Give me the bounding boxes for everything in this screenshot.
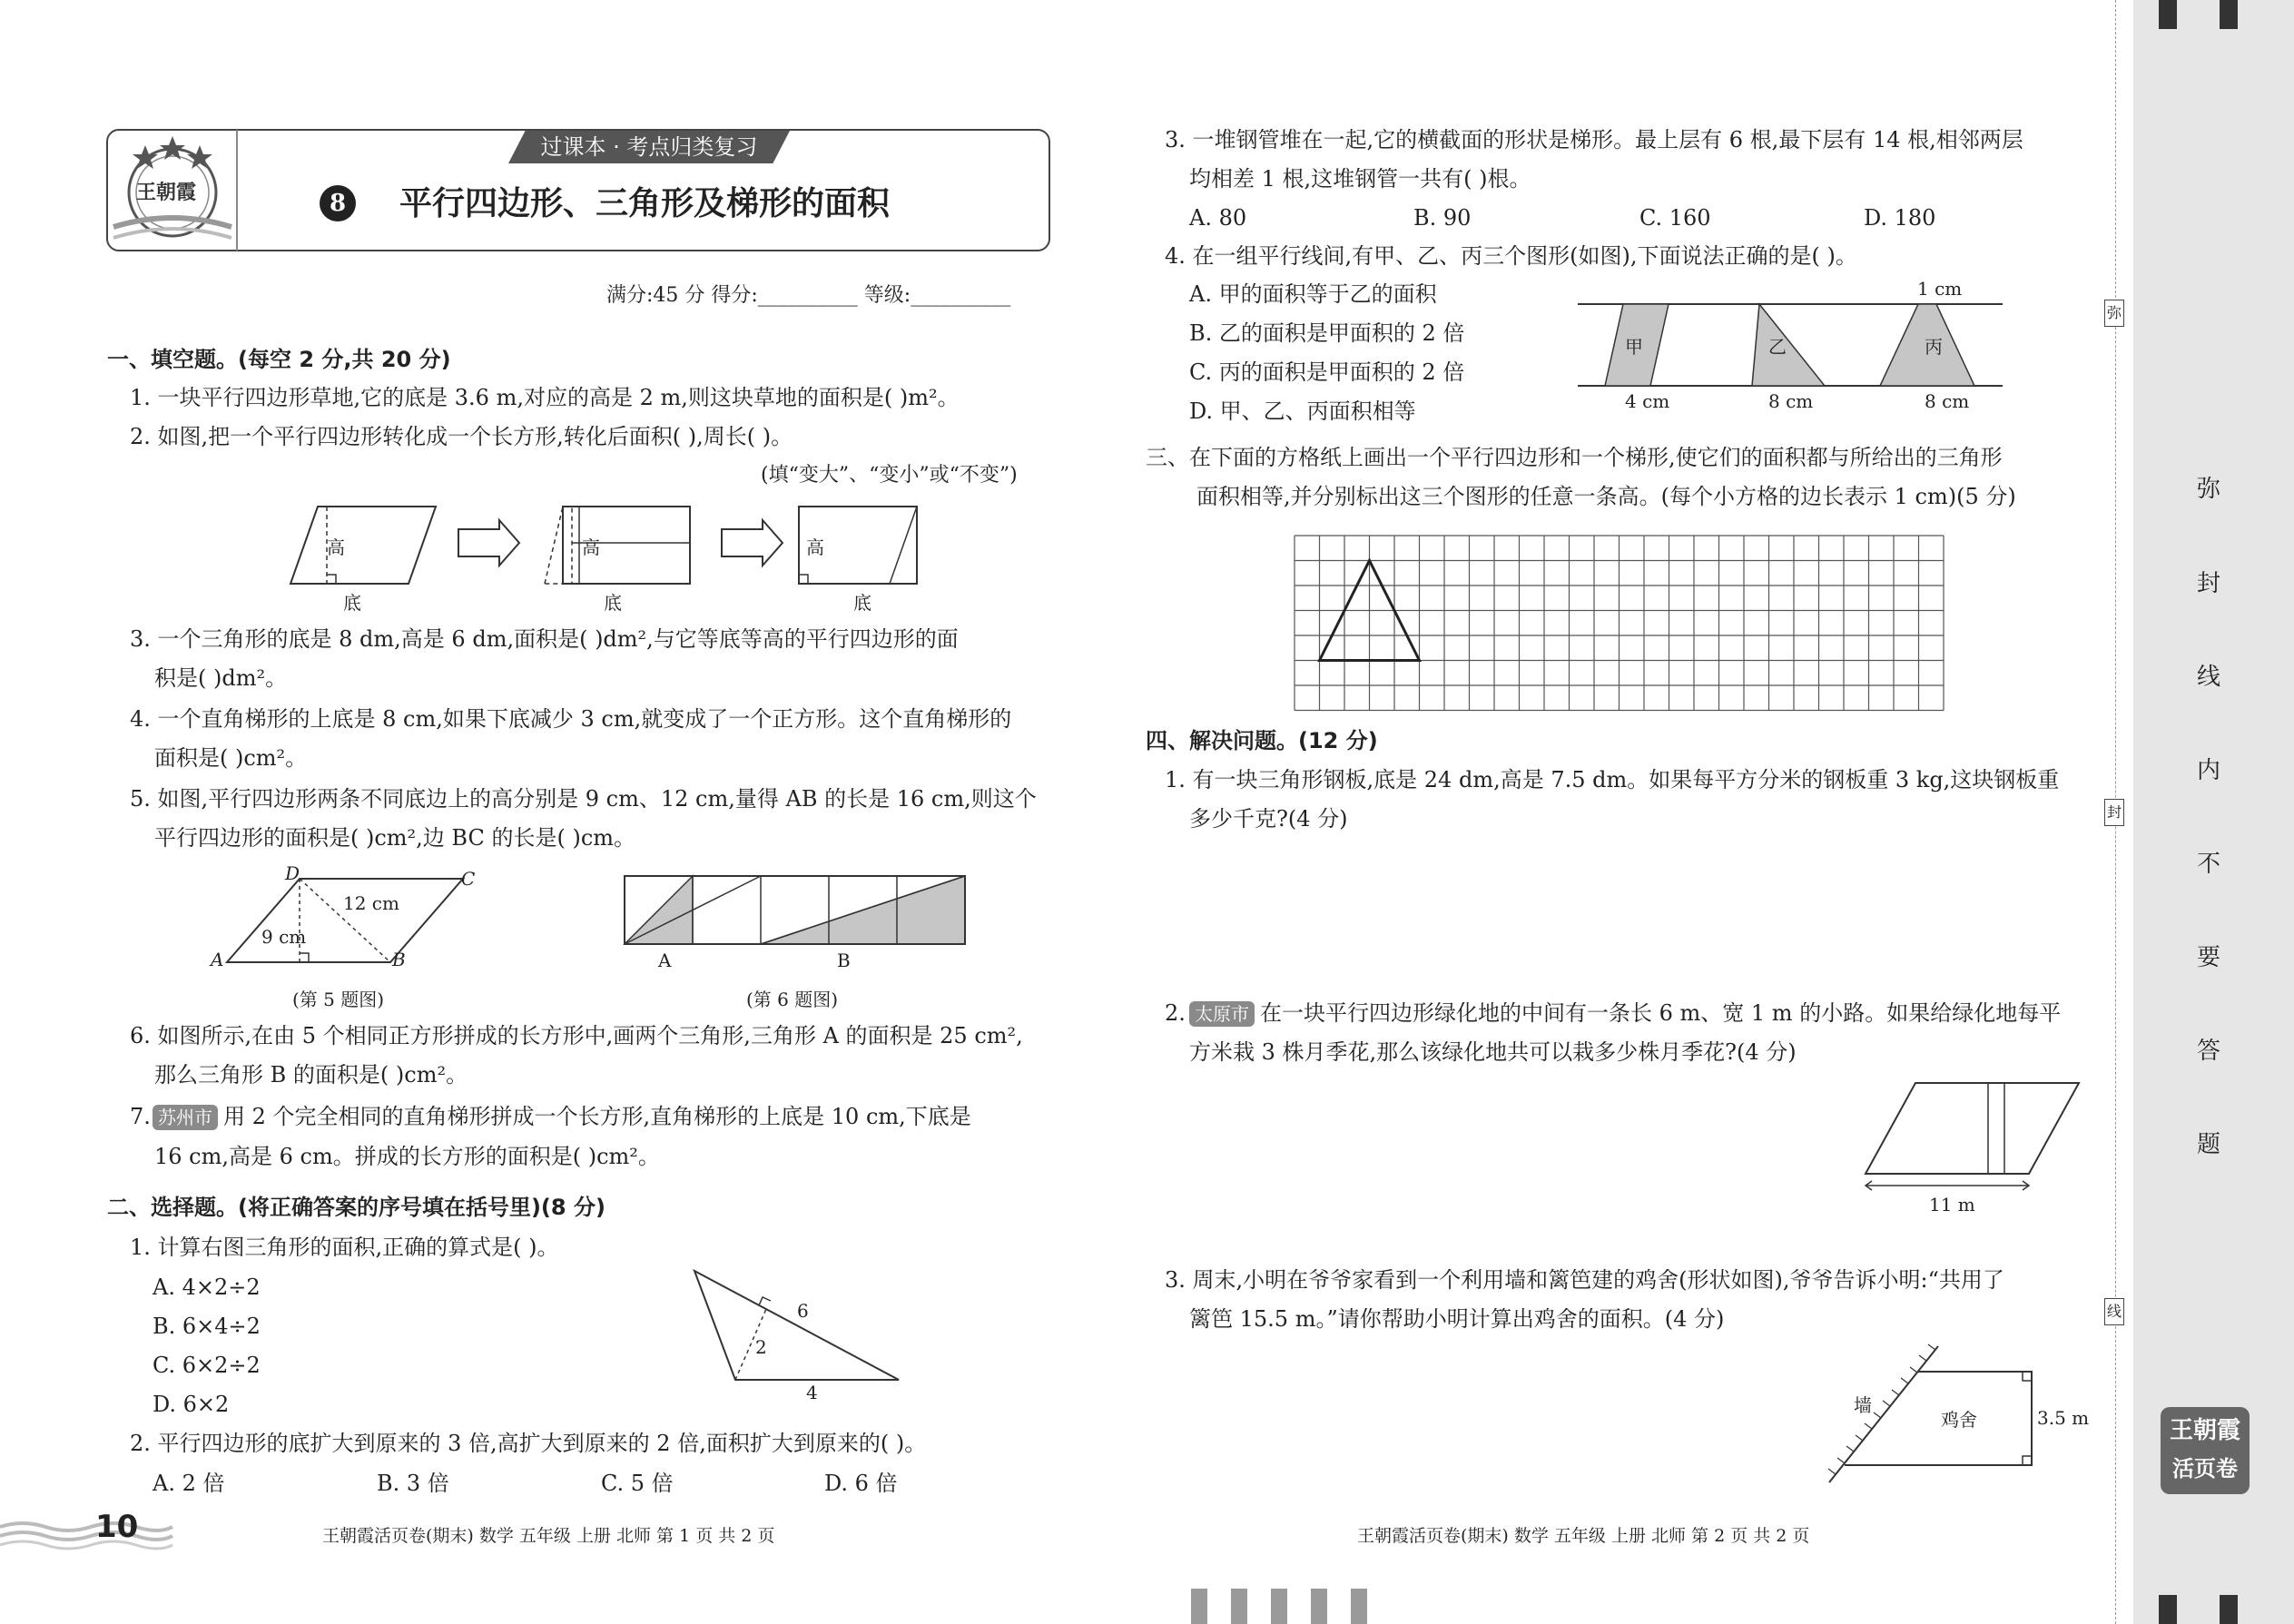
binding-mark-1: 弥 xyxy=(2104,300,2124,327)
fig5-12cm: 12 cm xyxy=(343,892,399,914)
bottom-mark xyxy=(1311,1589,1327,1624)
section-1-heading: 一、填空题。(每空 2 分,共 20 分) xyxy=(107,347,451,372)
region-tag-taiyuan: 太原市 xyxy=(1189,1001,1255,1027)
fill-q7-line2: 16 cm,高是 6 cm。拼成的长方形的面积是( )cm²。 xyxy=(154,1144,660,1169)
choice-q3-line1: 3. 一堆钢管堆在一起,它的横截面的形状是梯形。最上层有 6 根,最下层有 14 根,相邻两层 xyxy=(1165,127,2023,153)
choice-q1-opt-c: C. 6×2÷2 xyxy=(153,1353,261,1378)
choice-q3-opt-d: D. 180 xyxy=(1864,205,1936,231)
fig2-gao-2: 高 xyxy=(582,536,600,558)
binding-char-4: 内 xyxy=(2197,757,2221,784)
logo-text: 王朝霞 xyxy=(136,181,197,204)
fill-q7-text: 用 2 个完全相同的直角梯形拼成一个长方形,直角梯形的上底是 10 cm,下底是 xyxy=(223,1104,971,1129)
p3-fig-height: 3.5 m xyxy=(2037,1407,2090,1429)
binding-mark-2: 封 xyxy=(2104,799,2124,826)
fig2-di-1: 底 xyxy=(343,592,361,614)
p3-fig-coop: 鸡舍 xyxy=(1941,1409,1977,1431)
problem-1-line2: 多少千克?(4 分) xyxy=(1189,806,1348,832)
binding-char-2: 封 xyxy=(2197,570,2221,597)
fig5-D: D xyxy=(285,862,300,884)
fig2-di-2: 底 xyxy=(604,592,622,614)
header-divider xyxy=(236,130,238,251)
choice-q2-opt-d: D. 6 倍 xyxy=(824,1471,898,1496)
fig5-C: C xyxy=(461,868,476,890)
binding-mark-3: 线 xyxy=(2104,1298,2124,1325)
fig5-9cm: 9 cm xyxy=(261,926,307,948)
fill-q4-line2: 面积是( )cm²。 xyxy=(154,745,308,771)
binding-char-8: 题 xyxy=(2197,1131,2221,1158)
choice-q4: 4. 在一组平行线间,有甲、乙、丙三个图形(如图),下面说法正确的是( )。 xyxy=(1165,243,1857,269)
problem-3-line1: 3. 周末,小明在爷爷家看到一个利用墙和篱笆建的鸡舍(形状如图),爷爷告诉小明:“共用了 xyxy=(1165,1267,2004,1293)
choice-q1-opt-a: A. 4×2÷2 xyxy=(153,1275,261,1300)
fig6-caption: (第 6 题图) xyxy=(746,989,839,1010)
c1-fig-label-4: 4 xyxy=(806,1382,818,1403)
binding-block-bottom xyxy=(2159,1595,2177,1624)
footer-left: 王朝霞活页卷(期末) 数学 五年级 上册 北师 第 1 页 共 2 页 xyxy=(322,1526,775,1546)
binding-block-bottom xyxy=(2220,1595,2238,1624)
section-2-heading: 二、选择题。(将正确答案的序号填在括号里)(8 分) xyxy=(107,1195,605,1220)
fig6-B: B xyxy=(837,950,851,971)
fill-q4-line1: 4. 一个直角梯形的上底是 8 cm,如果下底减少 3 cm,就变成了一个正方形。这个直角梯形的 xyxy=(130,706,1012,732)
binding-strip xyxy=(2133,0,2294,1624)
c4-fig-jia: 甲 xyxy=(1625,336,1643,358)
figure-p2-parallelogram xyxy=(1861,1078,2088,1196)
fig5-B: B xyxy=(392,949,406,970)
fig2-gao-1: 高 xyxy=(327,536,345,558)
choice-q1-opt-d: D. 6×2 xyxy=(153,1392,230,1417)
section-3-line2: 面积相等,并分别标出这三个图形的任意一条高。(每个小方格的边长表示 1 cm)(5 分) xyxy=(1196,484,2016,509)
problem-2-number: 2. xyxy=(1165,1000,1186,1026)
problem-2-line2: 方米栽 3 株月季花,那么该绿化地共可以栽多少株月季花?(4 分) xyxy=(1189,1039,1797,1065)
c4-fig-top: 1 cm xyxy=(1917,278,1963,300)
choice-q2-opt-a: A. 2 倍 xyxy=(153,1471,225,1496)
fig2-di-3: 底 xyxy=(853,592,871,614)
problem-2-text: 在一块平行四边形绿化地的中间有一条长 6 m、宽 1 m 的小路。如果给绿化地每平 xyxy=(1260,1000,2062,1026)
binding-char-3: 线 xyxy=(2197,664,2221,691)
binding-char-5: 不 xyxy=(2197,851,2221,878)
choice-q3-opt-a: A. 80 xyxy=(1189,205,1247,231)
problem-2-line1 xyxy=(1189,999,2061,1028)
page-number: 10 xyxy=(95,1509,139,1545)
bottom-mark xyxy=(1351,1589,1367,1624)
c1-fig-label-2: 2 xyxy=(755,1336,767,1358)
fig5-caption: (第 5 题图) xyxy=(292,989,385,1010)
fill-q5-line1: 5. 如图,平行四边形两条不同底边上的高分别是 9 cm、12 cm,量得 AB 的长是 16 cm,则这个 xyxy=(130,786,1037,812)
section-4-heading: 四、解决问题。(12 分) xyxy=(1146,728,1378,753)
c4-fig-bing: 丙 xyxy=(1925,336,1943,358)
p2-fig-base: 11 m xyxy=(1929,1194,1975,1216)
binding-block-top xyxy=(2159,0,2177,29)
header-banner-text: 过课本 · 考点归类复习 xyxy=(540,134,758,160)
c4-fig-b1: 4 cm xyxy=(1625,390,1670,412)
fill-q6-line2: 那么三角形 B 的面积是( )cm²。 xyxy=(154,1062,468,1088)
bottom-mark xyxy=(1231,1589,1247,1624)
choice-q3-line2: 均相差 1 根,这堆钢管一共有( )根。 xyxy=(1189,166,1531,192)
choice-q4-opt-a: A. 甲的面积等于乙的面积 xyxy=(1189,281,1437,307)
fill-q7-line1 xyxy=(153,1102,971,1131)
bottom-mark xyxy=(1271,1589,1287,1624)
fill-q3-line2: 积是( )dm²。 xyxy=(154,665,288,691)
page-title: 平行四边形、三角形及梯形的面积 xyxy=(399,185,891,222)
c4-fig-b3: 8 cm xyxy=(1925,390,1970,412)
bottom-mark xyxy=(1191,1589,1207,1624)
choice-q3-opt-b: B. 90 xyxy=(1413,205,1472,231)
problem-3-line2: 篱笆 15.5 m。”请你帮助小明计算出鸡舍的面积。(4 分) xyxy=(1189,1306,1725,1332)
choice-q1: 1. 计算右图三角形的面积,正确的算式是( )。 xyxy=(130,1235,559,1260)
section-number: 8 xyxy=(329,190,347,217)
binding-char-7: 答 xyxy=(2197,1038,2221,1065)
binding-block-top xyxy=(2220,0,2238,29)
fig2-gao-3: 高 xyxy=(806,536,824,558)
brand-badge-bottom: 活页卷 xyxy=(2172,1456,2238,1481)
score-line: 满分:45 分 得分:__________ 等级:__________ xyxy=(606,284,1011,307)
region-tag-suzhou: 苏州市 xyxy=(153,1105,218,1130)
fill-q2-hint: (填“变大”、“变小”或“不变”) xyxy=(761,464,1018,487)
fig5-A: A xyxy=(211,949,224,970)
choice-q2-opt-b: B. 3 倍 xyxy=(377,1471,449,1496)
binding-char-6: 要 xyxy=(2197,944,2221,971)
choice-q1-opt-b: B. 6×4÷2 xyxy=(153,1314,261,1339)
choice-q4-opt-c: C. 丙的面积是甲面积的 2 倍 xyxy=(1189,359,1465,385)
fill-q1: 1. 一块平行四边形草地,它的底是 3.6 m,对应的高是 2 m,则这块草地的面积是( )m²。 xyxy=(130,385,960,410)
choice-q4-opt-d: D. 甲、乙、丙面积相等 xyxy=(1189,399,1416,424)
binding-char-1: 弥 xyxy=(2197,476,2221,503)
figure-q5-parallelogram xyxy=(218,871,490,971)
choice-q4-opt-b: B. 乙的面积是甲面积的 2 倍 xyxy=(1189,320,1465,346)
c4-fig-b2: 8 cm xyxy=(1768,390,1814,412)
choice-q3-opt-c: C. 160 xyxy=(1639,205,1711,231)
fill-q2: 2. 如图,把一个平行四边形转化成一个长方形,转化后面积( ),周长( )。 xyxy=(130,424,793,449)
fill-q7-number: 7. xyxy=(130,1104,151,1129)
section-3-line1: 三、在下面的方格纸上画出一个平行四边形和一个梯形,使它们的面积都与所给出的三角形 xyxy=(1146,445,2003,470)
fill-q5-line2: 平行四边形的面积是( )cm²,边 BC 的长是( )cm。 xyxy=(154,825,636,851)
fill-q3-line1: 3. 一个三角形的底是 8 dm,高是 6 dm,面积是( )dm²,与它等底等高的平行四边形的面 xyxy=(130,626,959,652)
p3-fig-wall: 墙 xyxy=(1854,1394,1872,1416)
problem-1-line1: 1. 有一块三角形钢板,底是 24 dm,高是 7.5 dm。如果每平方分米的钢板重 3 kg,这块钢板重 xyxy=(1165,767,2060,792)
fill-q6-line1: 6. 如图所示,在由 5 个相同正方形拼成的长方形中,画两个三角形,三角形 A 的面积是 25 cm², xyxy=(130,1023,1023,1048)
footer-right: 王朝霞活页卷(期末) 数学 五年级 上册 北师 第 2 页 共 2 页 xyxy=(1357,1526,1810,1546)
choice-q2-opt-c: C. 5 倍 xyxy=(601,1471,674,1496)
c1-fig-label-6: 6 xyxy=(797,1300,809,1322)
page-wave-decoration xyxy=(0,1518,172,1554)
brand-badge-top: 王朝霞 xyxy=(2169,1417,2240,1444)
figure-c1-triangle xyxy=(690,1266,908,1384)
figure-q6-squares xyxy=(625,876,970,949)
fig6-A: A xyxy=(658,950,672,971)
c4-fig-yi: 乙 xyxy=(1768,336,1787,358)
grid-paper xyxy=(1295,536,1948,704)
choice-q2: 2. 平行四边形的底扩大到原来的 3 倍,高扩大到原来的 2 倍,面积扩大到原来的( )。 xyxy=(130,1431,927,1456)
